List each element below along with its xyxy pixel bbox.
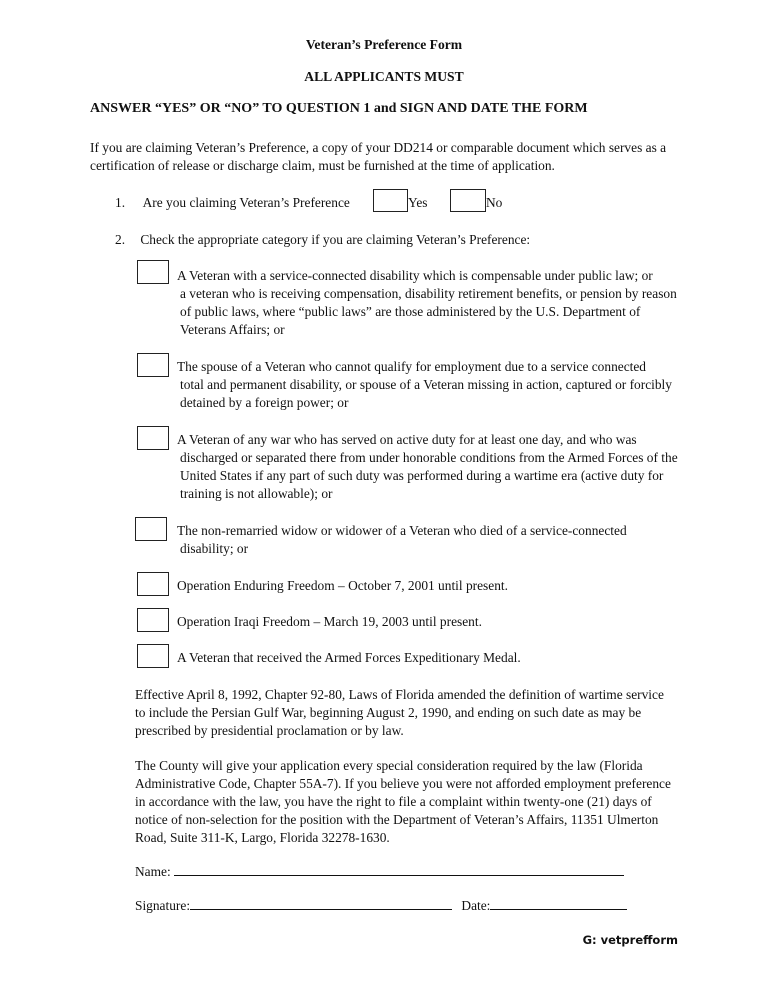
category-checkbox[interactable] — [137, 426, 169, 450]
county-paragraph: The County will give your application every special consideration required by the law (Florida Administrative Code, Chapter 55A-7). If you believe you were not afforded employment preference in accordance with the law, you have the right to file a complaint within twenty-one (21) days of notice of non-selection for the position with the Department of Veteran’s Affairs, 11351 Ulmerton Road, Suite 311-K, Largo, Florida 32278-1630. — [135, 758, 671, 845]
category-text-continued: discharged or separated there from under honorable conditions from the Armed Forces of the United States if any part of such duty was performed during a wartime era (active duty for training is not allowable); or — [180, 450, 678, 501]
category-checkbox[interactable] — [135, 517, 167, 541]
category-text-continued: total and permanent disability, or spouse of a Veteran missing in action, captured or forcibly detained by a foreign power; or — [180, 377, 672, 410]
signature-input[interactable] — [190, 895, 452, 910]
question-2-text: Check the appropriate category if you are claiming Veteran’s Preference: — [140, 232, 531, 247]
category-text: The spouse of a Veteran who cannot qualify for employment due to a service connected — [177, 359, 647, 374]
question-1-number: 1. — [115, 195, 126, 210]
category-text: A Veteran that received the Armed Forces Expeditionary Medal. — [177, 650, 521, 665]
question-2 — [115, 231, 530, 249]
category-checkbox[interactable] — [137, 644, 169, 668]
form-instruction: ANSWER “YES” OR “NO” TO QUESTION 1 and SIGN AND DATE THE FORM — [90, 101, 588, 116]
form-title: Veteran’s Preference Form — [305, 37, 463, 52]
category-checkbox[interactable] — [137, 353, 169, 377]
category-checkbox[interactable] — [137, 608, 169, 632]
question-2-number: 2. — [115, 232, 126, 247]
category-text-continued: disability; or — [180, 541, 249, 556]
no-checkbox[interactable] — [450, 189, 486, 212]
category-text: Operation Enduring Freedom – October 7, 2001 until present. — [177, 578, 508, 593]
signature-label: Signature: — [135, 898, 191, 913]
category-text: Operation Iraqi Freedom – March 19, 2003 until present. — [177, 614, 482, 629]
date-label: Date: — [461, 898, 491, 913]
yes-checkbox[interactable] — [373, 189, 408, 212]
signature-date-field — [135, 895, 627, 915]
category-checkbox[interactable] — [137, 572, 169, 596]
name-input[interactable] — [174, 861, 624, 876]
date-input[interactable] — [490, 895, 627, 910]
yes-label: Yes — [408, 195, 428, 210]
no-label: No — [486, 195, 503, 210]
name-label: Name: — [135, 864, 171, 879]
category-text-continued: a veteran who is receiving compensation, disability retirement benefits, or pension by reason of public laws, where “public laws” are those administered by the U.S. Department of Veterans Affairs; or — [180, 286, 677, 337]
question-1 — [115, 194, 350, 212]
form-subtitle: ALL APPLICANTS MUST — [304, 69, 464, 84]
category-text: The non-remarried widow or widower of a Veteran who died of a service-connected — [177, 523, 627, 538]
intro-paragraph: If you are claiming Veteran’s Preference, a copy of your DD214 or comparable document which serves as a certification of release or discharge claim, must be furnished at the time of application. — [90, 140, 667, 173]
question-1-text: Are you claiming Veteran’s Preference — [142, 195, 350, 210]
category-text: A Veteran of any war who has served on active duty for at least one day, and who was — [177, 432, 637, 447]
file-reference: G: vetprefform — [582, 933, 678, 947]
category-text: A Veteran with a service-connected disability which is compensable under public law; or — [177, 268, 653, 283]
name-field — [135, 861, 624, 881]
category-checkbox[interactable] — [137, 260, 169, 284]
wartime-paragraph: Effective April 8, 1992, Chapter 92-80, Laws of Florida amended the definition of wartime service to include the Persian Gulf War, beginning August 2, 1990, and ending on such date as may be prescribed by presidential proclamation or by law. — [135, 687, 664, 738]
